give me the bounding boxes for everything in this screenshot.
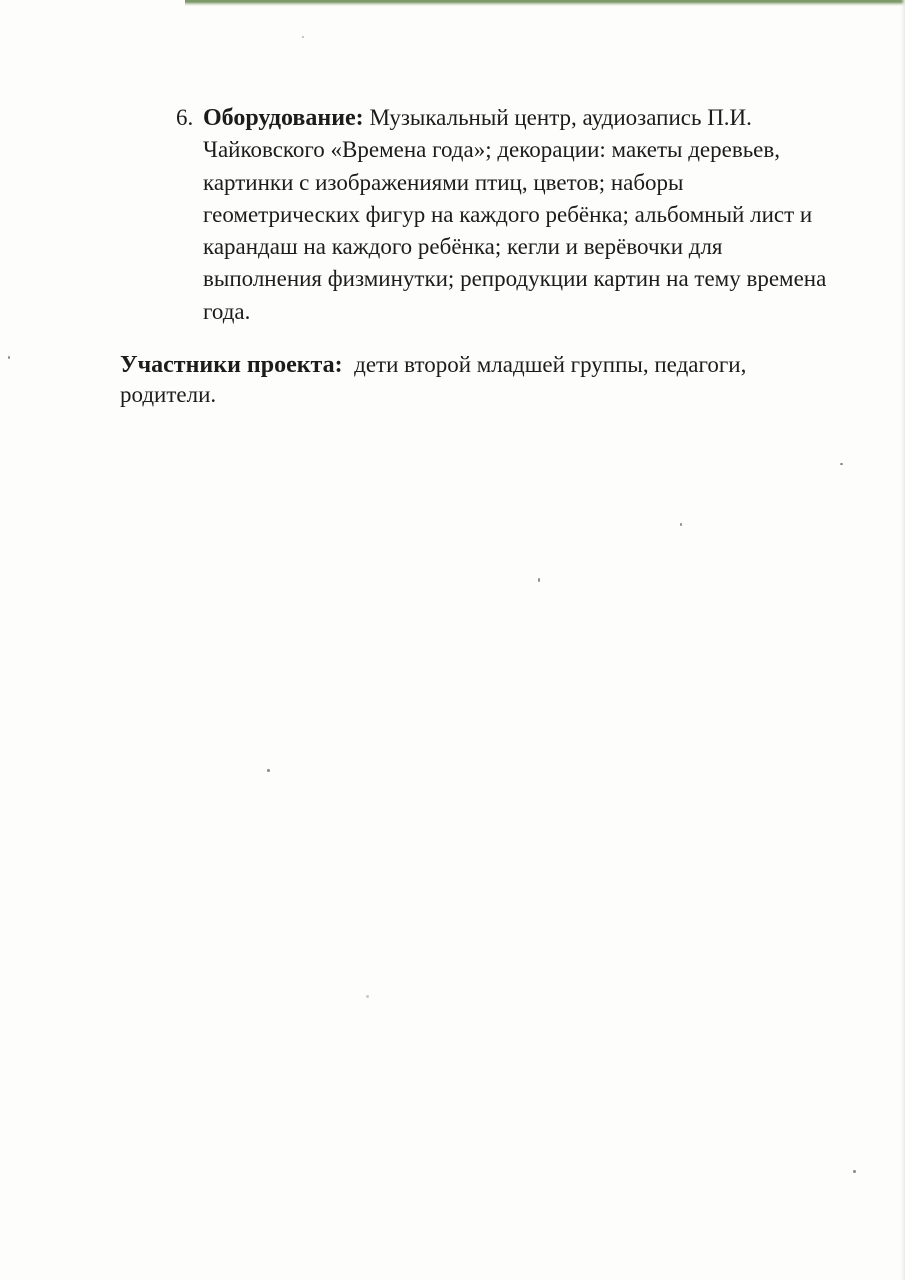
list-number: 6.	[176, 105, 194, 130]
equipment-label: Оборудование:	[203, 105, 364, 131]
participants-label: Участники проекта:	[120, 352, 343, 378]
scan-speck	[680, 523, 682, 526]
scan-speck	[538, 578, 540, 582]
scan-speck	[853, 1170, 856, 1173]
participants-text: дети второй младшей группы, педагоги, родители.	[120, 352, 747, 407]
scan-speck	[267, 769, 270, 772]
equipment-list-item	[176, 102, 841, 328]
top-edge-line	[185, 0, 905, 6]
equipment-text: Музыкальный центр, аудиозапись П.И. Чайковского «Времена года»; декорации: макеты деревьев, картинки с изображениями птиц, цветов; наборы геометрических фигур на каждого ребёнка; альбомный лист и карандаш на каждого ребёнка; кегли и верёвочки для выполнения физминутки; репродукции картин на тему времена года.	[203, 105, 827, 324]
equipment-paragraph	[203, 102, 841, 328]
participants-paragraph	[120, 350, 840, 410]
scan-speck	[840, 463, 843, 465]
scan-speck	[366, 995, 369, 998]
scan-speck	[8, 356, 10, 359]
scan-speck	[302, 36, 304, 38]
right-edge-shadow	[901, 0, 905, 1280]
